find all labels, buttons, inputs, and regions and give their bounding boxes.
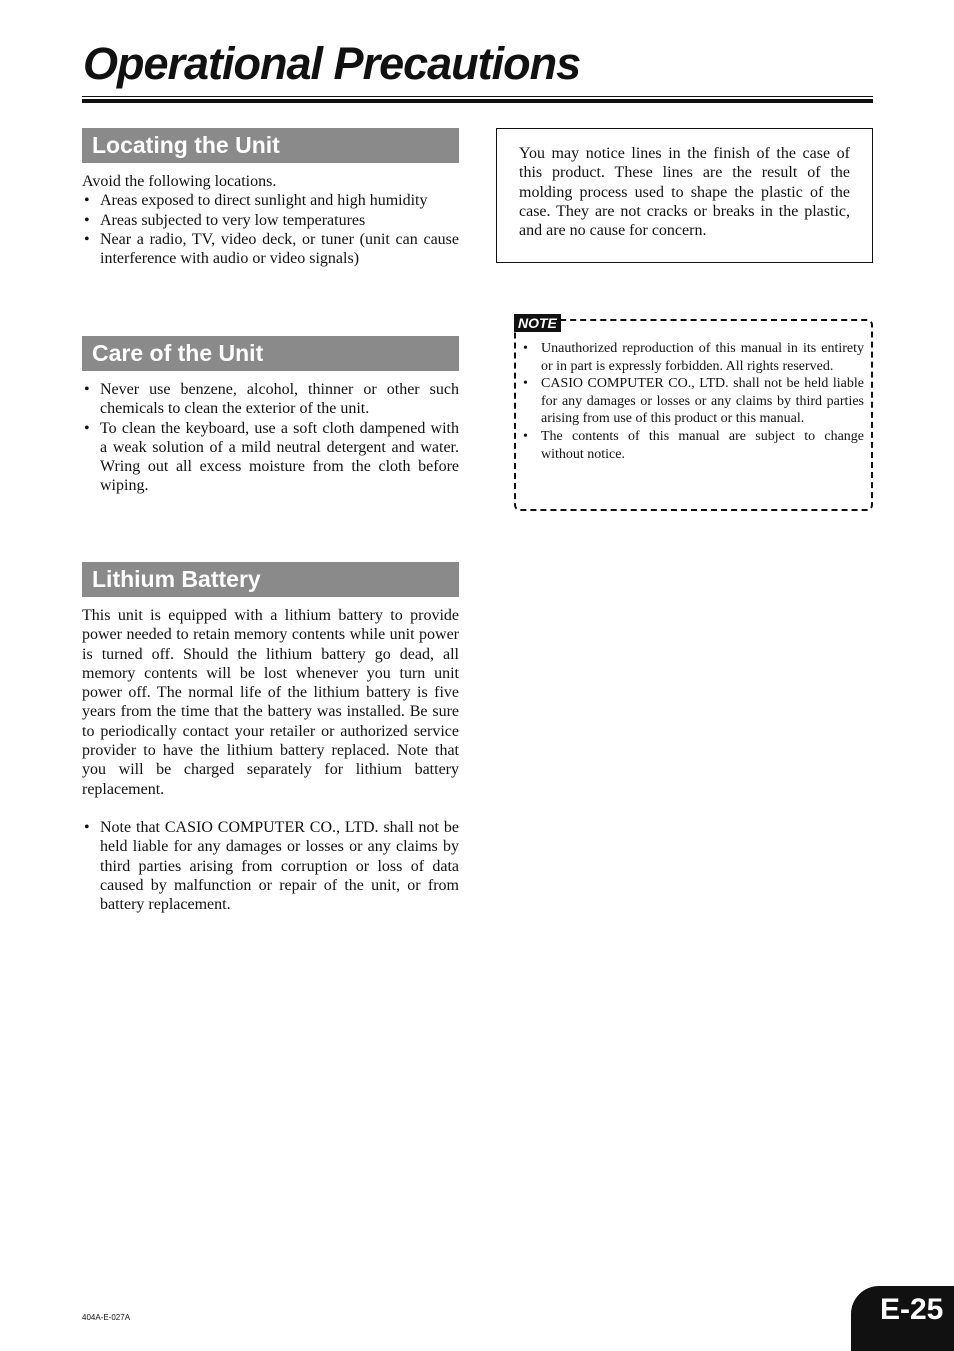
section-heading-locating: Locating the Unit (82, 128, 459, 163)
case-lines-info-box: You may notice lines in the finish of the case of this product. These lines are the result of the molding process used to shape the plastic of the case. They are not cracks or breaks in the plastic, and are no cause for concern. (496, 128, 873, 263)
list-item: • The contents of this manual are subject to change without notice. (523, 428, 864, 463)
section-heading-care: Care of the Unit (82, 336, 459, 371)
page-number: E-25 (880, 1293, 944, 1326)
footer-document-code: 404A-E-027A (82, 1313, 131, 1322)
title-rule-thin (82, 96, 873, 97)
page-title: Operational Precautions (83, 38, 581, 89)
locating-list (82, 191, 459, 268)
title-rule-thick (82, 99, 873, 103)
list-item: • To clean the keyboard, use a soft cloth dampened with a weak solution of a mild neutral detergent and water. Wring out all excess moisture from the cloth before wiping. (82, 419, 459, 496)
list-item: • Areas subjected to very low temperatures (82, 211, 459, 230)
section-heading-battery: Lithium Battery (82, 562, 459, 597)
list-item: • Near a radio, TV, video deck, or tuner (unit can cause interference with audio or video signals) (82, 230, 459, 269)
locating-intro: Avoid the following locations. (82, 173, 277, 190)
list-item: • Unauthorized reproduction of this manual in its entirety or in part is expressly forbidden. All rights reserved. (523, 340, 864, 375)
list-item: • Never use benzene, alcohol, thinner or other such chemicals to clean the exterior of the unit. (82, 380, 459, 419)
battery-list (82, 818, 459, 914)
care-section-body (82, 380, 459, 496)
locating-section-body (82, 172, 459, 268)
care-list (82, 380, 459, 496)
note-label: NOTE (514, 314, 561, 332)
battery-section-body (82, 606, 459, 914)
note-list (523, 340, 864, 463)
list-item: • Note that CASIO COMPUTER CO., LTD. shall not be held liable for any damages or losses or any claims by third parties arising from corruption or loss of data caused by malfunction or repair of the unit, or from battery replacement. (82, 818, 459, 914)
list-item: • CASIO COMPUTER CO., LTD. shall not be held liable for any damages or losses or any claims by third parties arising from use of this product or this manual. (523, 375, 864, 428)
battery-paragraph: This unit is equipped with a lithium battery to provide power needed to retain memory contents while unit power is turned off. Should the lithium battery go dead, all memory contents will be lost whenever you turn unit power off. The normal life of the lithium battery is five years from the time that the battery was installed. Be sure to periodically contact your retailer or authorized service provider to have the lithium battery replaced. Note that you will be charged separately for lithium battery replacement. (82, 607, 459, 798)
list-item: • Areas exposed to direct sunlight and high humidity (82, 191, 459, 210)
